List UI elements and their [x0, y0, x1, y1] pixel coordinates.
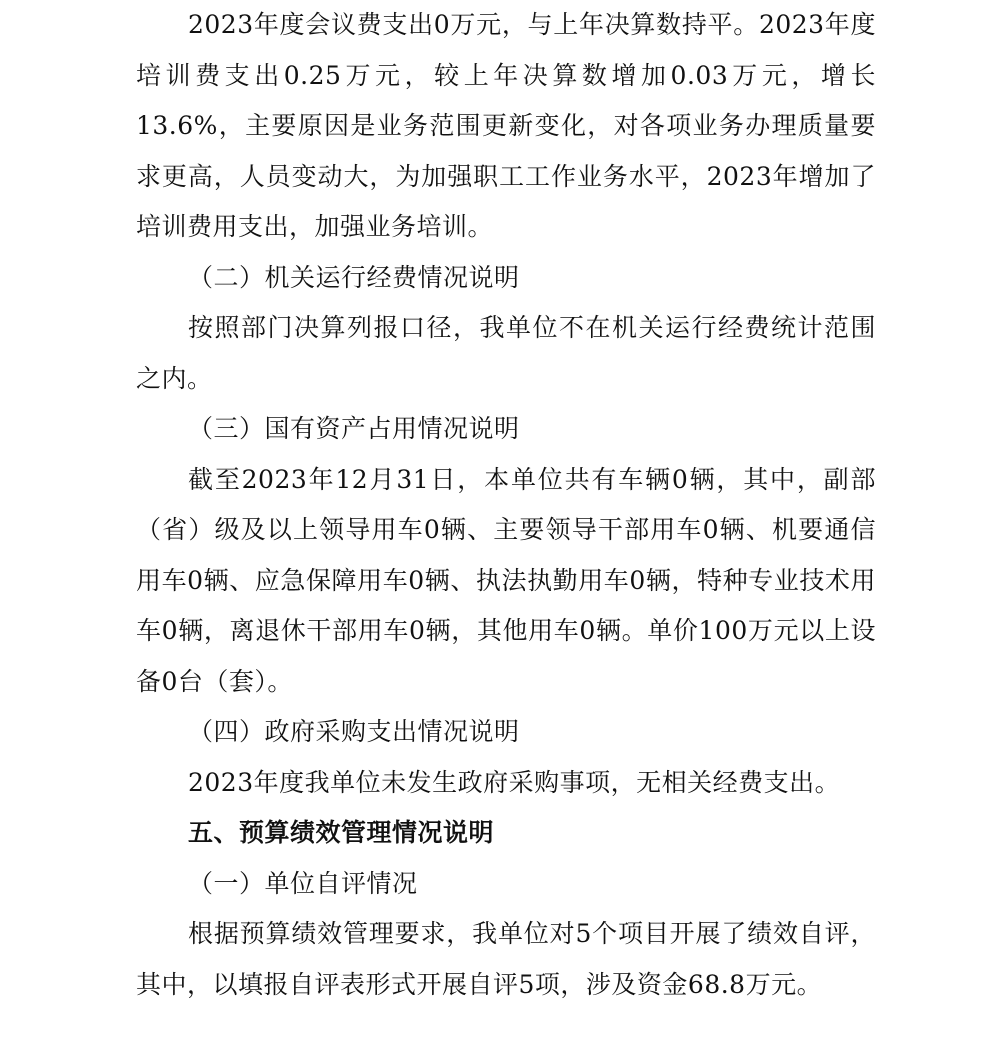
paragraph-operating-funds-scope: 按照部门决算列报口径，我单位不在机关运行经费统计范围之内。 [136, 313, 876, 393]
sub-heading-office-operating-funds: （二）机关运行经费情况说明 [188, 262, 520, 292]
paragraph-self-evaluation: 根据预算绩效管理要求，我单位对5个项目开展了绩效自评，其中，以填报自评表形式开展自评5项，涉及资金68.8万元。 [136, 919, 876, 999]
paragraph-meeting-training-fees: 2023年度会议费支出0万元，与上年决算数持平。2023年度培训费支出0.25万元，较上年决算数增加0.03万元，增长13.6%，主要原因是业务范围更新变化，对各项业务办理质量要求更高，人员变动大，为加强职工工作业务水平，2023年增加了培训费用支出，加强业务培训。 [136, 10, 876, 241]
sub-heading-state-assets: （三）国有资产占用情况说明 [188, 414, 520, 443]
sub-heading-self-evaluation: （一）单位自评情况 [188, 868, 418, 898]
document-page [136, 0, 876, 1010]
paragraph-procurement: 2023年度我单位未发生政府采购事项，无相关经费支出。 [188, 767, 841, 797]
section-heading-performance-management: 五、预算绩效管理情况说明 [188, 818, 495, 847]
sub-heading-government-procurement: （四）政府采购支出情况说明 [188, 717, 520, 746]
paragraph-vehicles-equipment: 截至2023年12月31日，本单位共有车辆0辆，其中，副部（省）级及以上领导用车0辆、主要领导干部用车0辆、机要通信用车0辆、应急保障用车0辆、执法执勤用车0辆，特种专业技术用车0辆，离退休干部用车0辆，其他用车0辆。单价100万元以上设备0台（套）。 [136, 464, 876, 696]
